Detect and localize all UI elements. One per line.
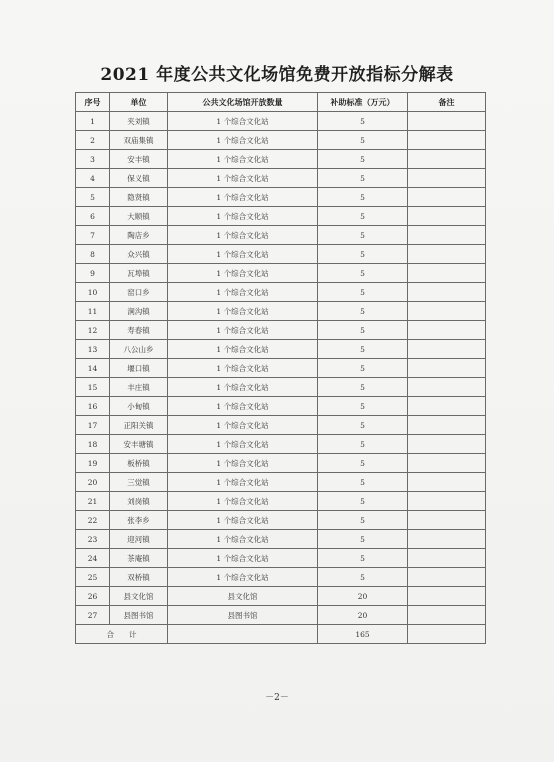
table-row	[76, 321, 486, 340]
table-row	[76, 587, 486, 606]
subsidy-table	[75, 92, 486, 644]
row-no: 1	[76, 112, 110, 131]
row-subsidy: 5	[318, 359, 408, 378]
row-unit: 窑口乡	[110, 283, 168, 302]
table-row	[76, 131, 486, 150]
row-unit: 堰口镇	[110, 359, 168, 378]
row-unit: 板桥镇	[110, 454, 168, 473]
table-row	[76, 549, 486, 568]
row-venue: 1 个综合文化站	[168, 378, 318, 397]
row-no: 24	[76, 549, 110, 568]
row-venue: 1 个综合文化站	[168, 207, 318, 226]
total-subsidy: 165	[318, 625, 408, 644]
row-no: 4	[76, 169, 110, 188]
row-subsidy: 5	[318, 245, 408, 264]
row-note	[408, 188, 486, 207]
header-subsidy: 补助标准（万元）	[318, 93, 408, 112]
row-unit: 瓦埠镇	[110, 264, 168, 283]
row-venue: 1 个综合文化站	[168, 112, 318, 131]
row-subsidy: 5	[318, 283, 408, 302]
total-label: 合 计	[76, 625, 168, 644]
row-note	[408, 340, 486, 359]
row-unit: 寿春镇	[110, 321, 168, 340]
row-subsidy: 5	[318, 264, 408, 283]
row-unit: 正阳关镇	[110, 416, 168, 435]
row-venue: 1 个综合文化站	[168, 549, 318, 568]
row-note	[408, 169, 486, 188]
row-venue: 1 个综合文化站	[168, 245, 318, 264]
row-venue: 1 个综合文化站	[168, 568, 318, 587]
row-unit: 大顺镇	[110, 207, 168, 226]
row-venue: 1 个综合文化站	[168, 435, 318, 454]
row-subsidy: 20	[318, 606, 408, 625]
row-note	[408, 397, 486, 416]
row-note	[408, 530, 486, 549]
table-row	[76, 435, 486, 454]
row-no: 3	[76, 150, 110, 169]
row-unit: 县文化馆	[110, 587, 168, 606]
row-no: 20	[76, 473, 110, 492]
row-subsidy: 5	[318, 492, 408, 511]
table-row	[76, 416, 486, 435]
row-no: 8	[76, 245, 110, 264]
table-row	[76, 530, 486, 549]
row-no: 17	[76, 416, 110, 435]
table-row	[76, 207, 486, 226]
row-note	[408, 435, 486, 454]
row-subsidy: 5	[318, 302, 408, 321]
row-unit: 安丰塘镇	[110, 435, 168, 454]
row-unit: 迎河镇	[110, 530, 168, 549]
row-venue: 1 个综合文化站	[168, 302, 318, 321]
table-header-row	[76, 93, 486, 112]
row-note	[408, 511, 486, 530]
table-row	[76, 568, 486, 587]
row-no: 16	[76, 397, 110, 416]
table-row	[76, 150, 486, 169]
row-subsidy: 5	[318, 150, 408, 169]
row-venue: 1 个综合文化站	[168, 321, 318, 340]
row-venue: 1 个综合文化站	[168, 283, 318, 302]
row-venue: 1 个综合文化站	[168, 511, 318, 530]
table-row	[76, 264, 486, 283]
row-no: 21	[76, 492, 110, 511]
table-row	[76, 188, 486, 207]
row-note	[408, 359, 486, 378]
table-row	[76, 169, 486, 188]
row-venue: 1 个综合文化站	[168, 359, 318, 378]
header-venue: 公共文化场馆开放数量	[168, 93, 318, 112]
row-subsidy: 5	[318, 511, 408, 530]
row-note	[408, 492, 486, 511]
row-subsidy: 5	[318, 169, 408, 188]
row-no: 22	[76, 511, 110, 530]
row-venue: 1 个综合文化站	[168, 340, 318, 359]
table-row	[76, 283, 486, 302]
row-unit: 陶店乡	[110, 226, 168, 245]
total-note-cell	[408, 625, 486, 644]
row-venue: 1 个综合文化站	[168, 473, 318, 492]
row-no: 25	[76, 568, 110, 587]
row-unit: 保义镇	[110, 169, 168, 188]
row-subsidy: 5	[318, 435, 408, 454]
row-subsidy: 5	[318, 473, 408, 492]
row-venue: 1 个综合文化站	[168, 530, 318, 549]
row-venue: 1 个综合文化站	[168, 264, 318, 283]
table-row	[76, 302, 486, 321]
row-note	[408, 378, 486, 397]
row-unit: 双庙集镇	[110, 131, 168, 150]
row-no: 7	[76, 226, 110, 245]
row-subsidy: 5	[318, 568, 408, 587]
row-unit: 三觉镇	[110, 473, 168, 492]
row-note	[408, 302, 486, 321]
row-note	[408, 112, 486, 131]
row-no: 6	[76, 207, 110, 226]
row-unit: 夹刘镇	[110, 112, 168, 131]
row-no: 27	[76, 606, 110, 625]
row-venue: 1 个综合文化站	[168, 226, 318, 245]
table-row	[76, 397, 486, 416]
table-row	[76, 226, 486, 245]
row-no: 14	[76, 359, 110, 378]
table-row	[76, 340, 486, 359]
header-no: 序号	[76, 93, 110, 112]
total-venue-cell	[168, 625, 318, 644]
row-subsidy: 5	[318, 112, 408, 131]
table-row	[76, 112, 486, 131]
table-row	[76, 359, 486, 378]
row-note	[408, 150, 486, 169]
table-row	[76, 492, 486, 511]
row-venue: 1 个综合文化站	[168, 454, 318, 473]
row-note	[408, 283, 486, 302]
total-row	[76, 625, 486, 644]
row-note	[408, 454, 486, 473]
row-note	[408, 245, 486, 264]
row-subsidy: 5	[318, 131, 408, 150]
row-no: 11	[76, 302, 110, 321]
page-number: －2－	[265, 693, 289, 703]
row-venue: 1 个综合文化站	[168, 188, 318, 207]
row-unit: 茶庵镇	[110, 549, 168, 568]
row-no: 19	[76, 454, 110, 473]
row-no: 5	[76, 188, 110, 207]
table-row	[76, 606, 486, 625]
table-row	[76, 454, 486, 473]
row-note	[408, 568, 486, 587]
row-subsidy: 5	[318, 530, 408, 549]
row-venue: 1 个综合文化站	[168, 131, 318, 150]
row-unit: 县图书馆	[110, 606, 168, 625]
row-unit: 八公山乡	[110, 340, 168, 359]
row-venue: 县文化馆	[168, 587, 318, 606]
row-note	[408, 207, 486, 226]
row-no: 23	[76, 530, 110, 549]
table-row	[76, 511, 486, 530]
row-subsidy: 5	[318, 321, 408, 340]
row-note	[408, 549, 486, 568]
table-row	[76, 378, 486, 397]
row-subsidy: 5	[318, 397, 408, 416]
row-subsidy: 5	[318, 226, 408, 245]
row-unit: 隐贤镇	[110, 188, 168, 207]
row-no: 13	[76, 340, 110, 359]
row-no: 10	[76, 283, 110, 302]
row-subsidy: 5	[318, 207, 408, 226]
row-note	[408, 473, 486, 492]
row-venue: 1 个综合文化站	[168, 416, 318, 435]
row-no: 18	[76, 435, 110, 454]
row-unit: 张李乡	[110, 511, 168, 530]
row-subsidy: 5	[318, 340, 408, 359]
row-note	[408, 131, 486, 150]
row-venue: 1 个综合文化站	[168, 492, 318, 511]
row-unit: 刘岗镇	[110, 492, 168, 511]
page-title: 2021 年度公共文化场馆免费开放指标分解表	[100, 65, 454, 85]
row-no: 2	[76, 131, 110, 150]
row-unit: 众兴镇	[110, 245, 168, 264]
row-subsidy: 5	[318, 378, 408, 397]
row-note	[408, 321, 486, 340]
row-subsidy: 20	[318, 587, 408, 606]
row-venue: 县图书馆	[168, 606, 318, 625]
row-note	[408, 226, 486, 245]
row-subsidy: 5	[318, 549, 408, 568]
row-venue: 1 个综合文化站	[168, 169, 318, 188]
row-unit: 丰庄镇	[110, 378, 168, 397]
row-subsidy: 5	[318, 188, 408, 207]
header-note: 备注	[408, 93, 486, 112]
row-unit: 安丰镇	[110, 150, 168, 169]
table-row	[76, 473, 486, 492]
row-unit: 涧沟镇	[110, 302, 168, 321]
row-no: 9	[76, 264, 110, 283]
header-unit: 单位	[110, 93, 168, 112]
row-no: 12	[76, 321, 110, 340]
table-row	[76, 245, 486, 264]
row-venue: 1 个综合文化站	[168, 150, 318, 169]
row-note	[408, 606, 486, 625]
row-no: 15	[76, 378, 110, 397]
row-venue: 1 个综合文化站	[168, 397, 318, 416]
row-no: 26	[76, 587, 110, 606]
row-note	[408, 264, 486, 283]
row-unit: 小甸镇	[110, 397, 168, 416]
row-note	[408, 416, 486, 435]
row-subsidy: 5	[318, 454, 408, 473]
row-unit: 双桥镇	[110, 568, 168, 587]
row-subsidy: 5	[318, 416, 408, 435]
row-note	[408, 587, 486, 606]
